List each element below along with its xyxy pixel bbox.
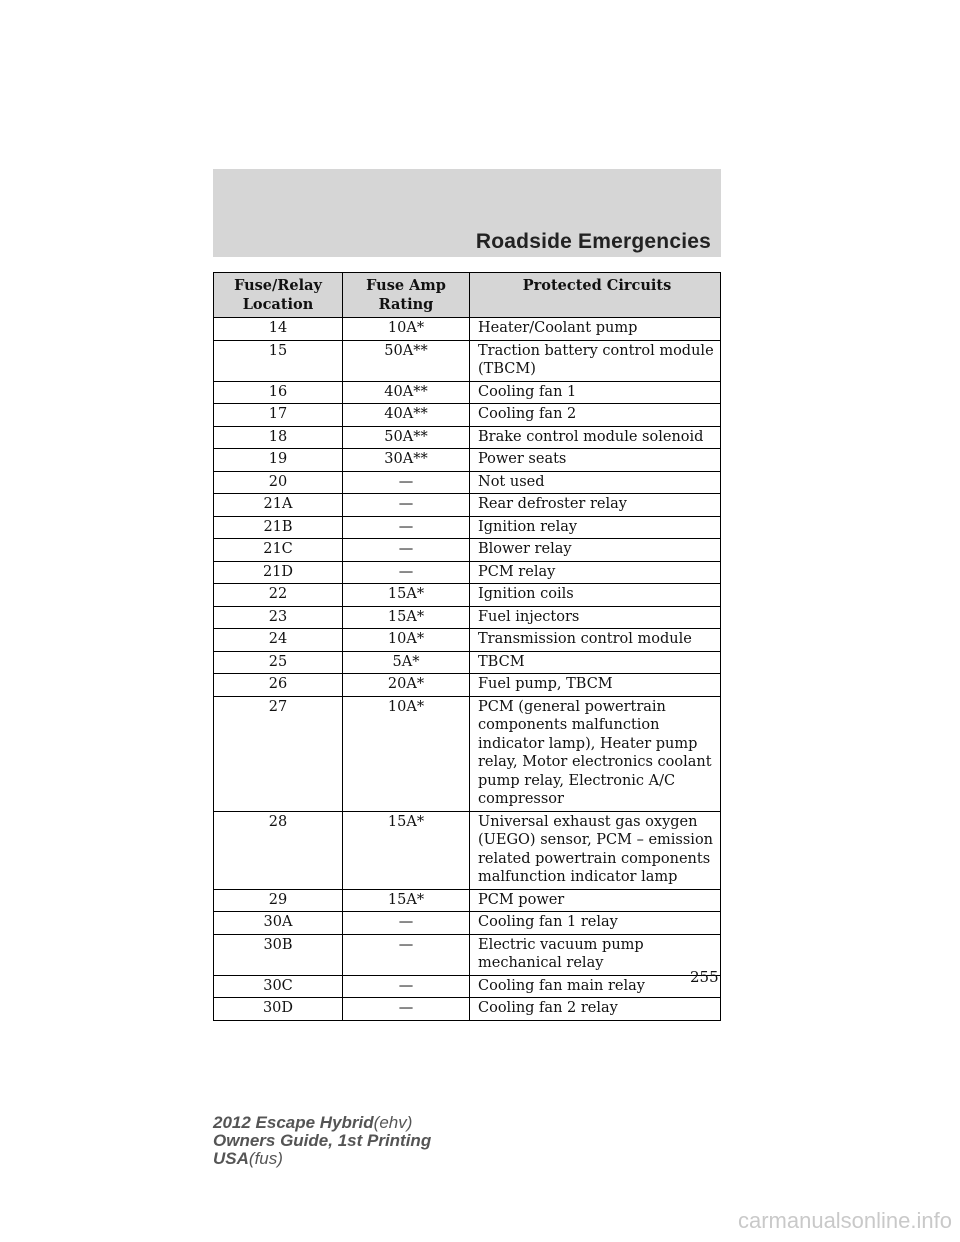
cell-circuits: TBCM	[470, 651, 721, 674]
cell-circuits: Cooling fan main relay	[470, 975, 721, 998]
cell-circuits: Universal exhaust gas oxygen (UEGO) sensor, PCM – emission related powertrain components malfunction indicator lamp	[470, 811, 721, 889]
cell-circuits: Cooling fan 2	[470, 404, 721, 427]
cell-circuits: Cooling fan 1 relay	[470, 912, 721, 935]
cell-location: 19	[214, 449, 343, 472]
cell-rating: —	[343, 934, 470, 975]
footer-model-code: (ehv)	[373, 1113, 413, 1132]
cell-rating: 10A*	[343, 318, 470, 341]
cell-rating: 20A*	[343, 674, 470, 697]
cell-circuits: PCM (general powertrain components malfunction indicator lamp), Heater pump relay, Motor electronics coolant pump relay, Electronic A/C compressor	[470, 696, 721, 811]
cell-location: 21D	[214, 561, 343, 584]
cell-circuits: Not used	[470, 471, 721, 494]
cell-rating: 10A*	[343, 629, 470, 652]
cell-rating: 10A*	[343, 696, 470, 811]
table-row	[214, 975, 721, 998]
table-row	[214, 889, 721, 912]
cell-circuits: Fuel pump, TBCM	[470, 674, 721, 697]
table-row	[214, 561, 721, 584]
footer-market: USA	[213, 1149, 249, 1168]
cell-rating: —	[343, 539, 470, 562]
cell-rating: —	[343, 975, 470, 998]
cell-circuits: Electric vacuum pump mechanical relay	[470, 934, 721, 975]
column-header-location: Fuse/Relay Location	[214, 273, 343, 318]
cell-circuits: Blower relay	[470, 539, 721, 562]
cell-rating: 40A**	[343, 404, 470, 427]
cell-rating: 50A**	[343, 340, 470, 381]
cell-rating: 15A*	[343, 811, 470, 889]
footer-line-1	[213, 1114, 431, 1132]
table-row	[214, 651, 721, 674]
table-row	[214, 426, 721, 449]
cell-location: 15	[214, 340, 343, 381]
fuse-table	[213, 272, 721, 1021]
cell-circuits: Fuel injectors	[470, 606, 721, 629]
cell-rating: —	[343, 494, 470, 517]
cell-circuits: Rear defroster relay	[470, 494, 721, 517]
cell-circuits: Traction battery control module (TBCM)	[470, 340, 721, 381]
table-row	[214, 404, 721, 427]
table-row	[214, 318, 721, 341]
cell-rating: —	[343, 471, 470, 494]
table-row	[214, 539, 721, 562]
footer-market-code: (fus)	[248, 1149, 283, 1168]
cell-circuits: PCM relay	[470, 561, 721, 584]
cell-circuits: Cooling fan 1	[470, 381, 721, 404]
cell-location: 22	[214, 584, 343, 607]
cell-rating: —	[343, 561, 470, 584]
footer-line-2: Owners Guide, 1st Printing	[213, 1131, 432, 1150]
column-header-circuits: Protected Circuits	[470, 273, 721, 318]
column-header-rating: Fuse Amp Rating	[343, 273, 470, 318]
section-title: Roadside Emergencies	[475, 230, 711, 253]
cell-circuits: Power seats	[470, 449, 721, 472]
footer-model: 2012 Escape Hybrid	[213, 1113, 374, 1132]
cell-rating: 30A**	[343, 449, 470, 472]
cell-circuits: Ignition coils	[470, 584, 721, 607]
table-row	[214, 674, 721, 697]
cell-location: 16	[214, 381, 343, 404]
cell-rating: 15A*	[343, 889, 470, 912]
cell-circuits: Brake control module solenoid	[470, 426, 721, 449]
cell-rating: 50A**	[343, 426, 470, 449]
cell-circuits: Heater/Coolant pump	[470, 318, 721, 341]
cell-circuits: Cooling fan 2 relay	[470, 998, 721, 1021]
cell-location: 14	[214, 318, 343, 341]
cell-location: 23	[214, 606, 343, 629]
cell-location: 26	[214, 674, 343, 697]
cell-rating: 40A**	[343, 381, 470, 404]
cell-location: 24	[214, 629, 343, 652]
cell-location: 20	[214, 471, 343, 494]
table-row	[214, 606, 721, 629]
cell-location: 27	[214, 696, 343, 811]
table-row	[214, 381, 721, 404]
table-row	[214, 516, 721, 539]
table-row	[214, 912, 721, 935]
section-header	[213, 169, 721, 257]
watermark: carmanualsonline.info	[737, 1208, 952, 1233]
cell-rating: 5A*	[343, 651, 470, 674]
cell-rating: —	[343, 912, 470, 935]
cell-location: 17	[214, 404, 343, 427]
cell-rating: —	[343, 516, 470, 539]
cell-location: 21B	[214, 516, 343, 539]
table-row	[214, 629, 721, 652]
table-row	[214, 471, 721, 494]
table-row	[214, 811, 721, 889]
cell-location: 21C	[214, 539, 343, 562]
table-row	[214, 934, 721, 975]
table-row	[214, 998, 721, 1021]
footer-line-3	[213, 1150, 431, 1168]
page-number: 255	[690, 968, 719, 986]
cell-location: 29	[214, 889, 343, 912]
cell-circuits: Transmission control module	[470, 629, 721, 652]
table-header-row	[214, 273, 721, 318]
cell-circuits: PCM power	[470, 889, 721, 912]
table-row	[214, 449, 721, 472]
cell-rating: 15A*	[343, 606, 470, 629]
cell-circuits: Ignition relay	[470, 516, 721, 539]
cell-location: 30B	[214, 934, 343, 975]
cell-location: 21A	[214, 494, 343, 517]
table-row	[214, 584, 721, 607]
cell-location: 30C	[214, 975, 343, 998]
cell-location: 28	[214, 811, 343, 889]
table-row	[214, 340, 721, 381]
cell-location: 18	[214, 426, 343, 449]
table-row	[214, 696, 721, 811]
cell-rating: —	[343, 998, 470, 1021]
table-row	[214, 494, 721, 517]
cell-rating: 15A*	[343, 584, 470, 607]
cell-location: 30D	[214, 998, 343, 1021]
cell-location: 25	[214, 651, 343, 674]
cell-location: 30A	[214, 912, 343, 935]
table-body	[214, 318, 721, 1021]
document-footer	[213, 1114, 431, 1168]
